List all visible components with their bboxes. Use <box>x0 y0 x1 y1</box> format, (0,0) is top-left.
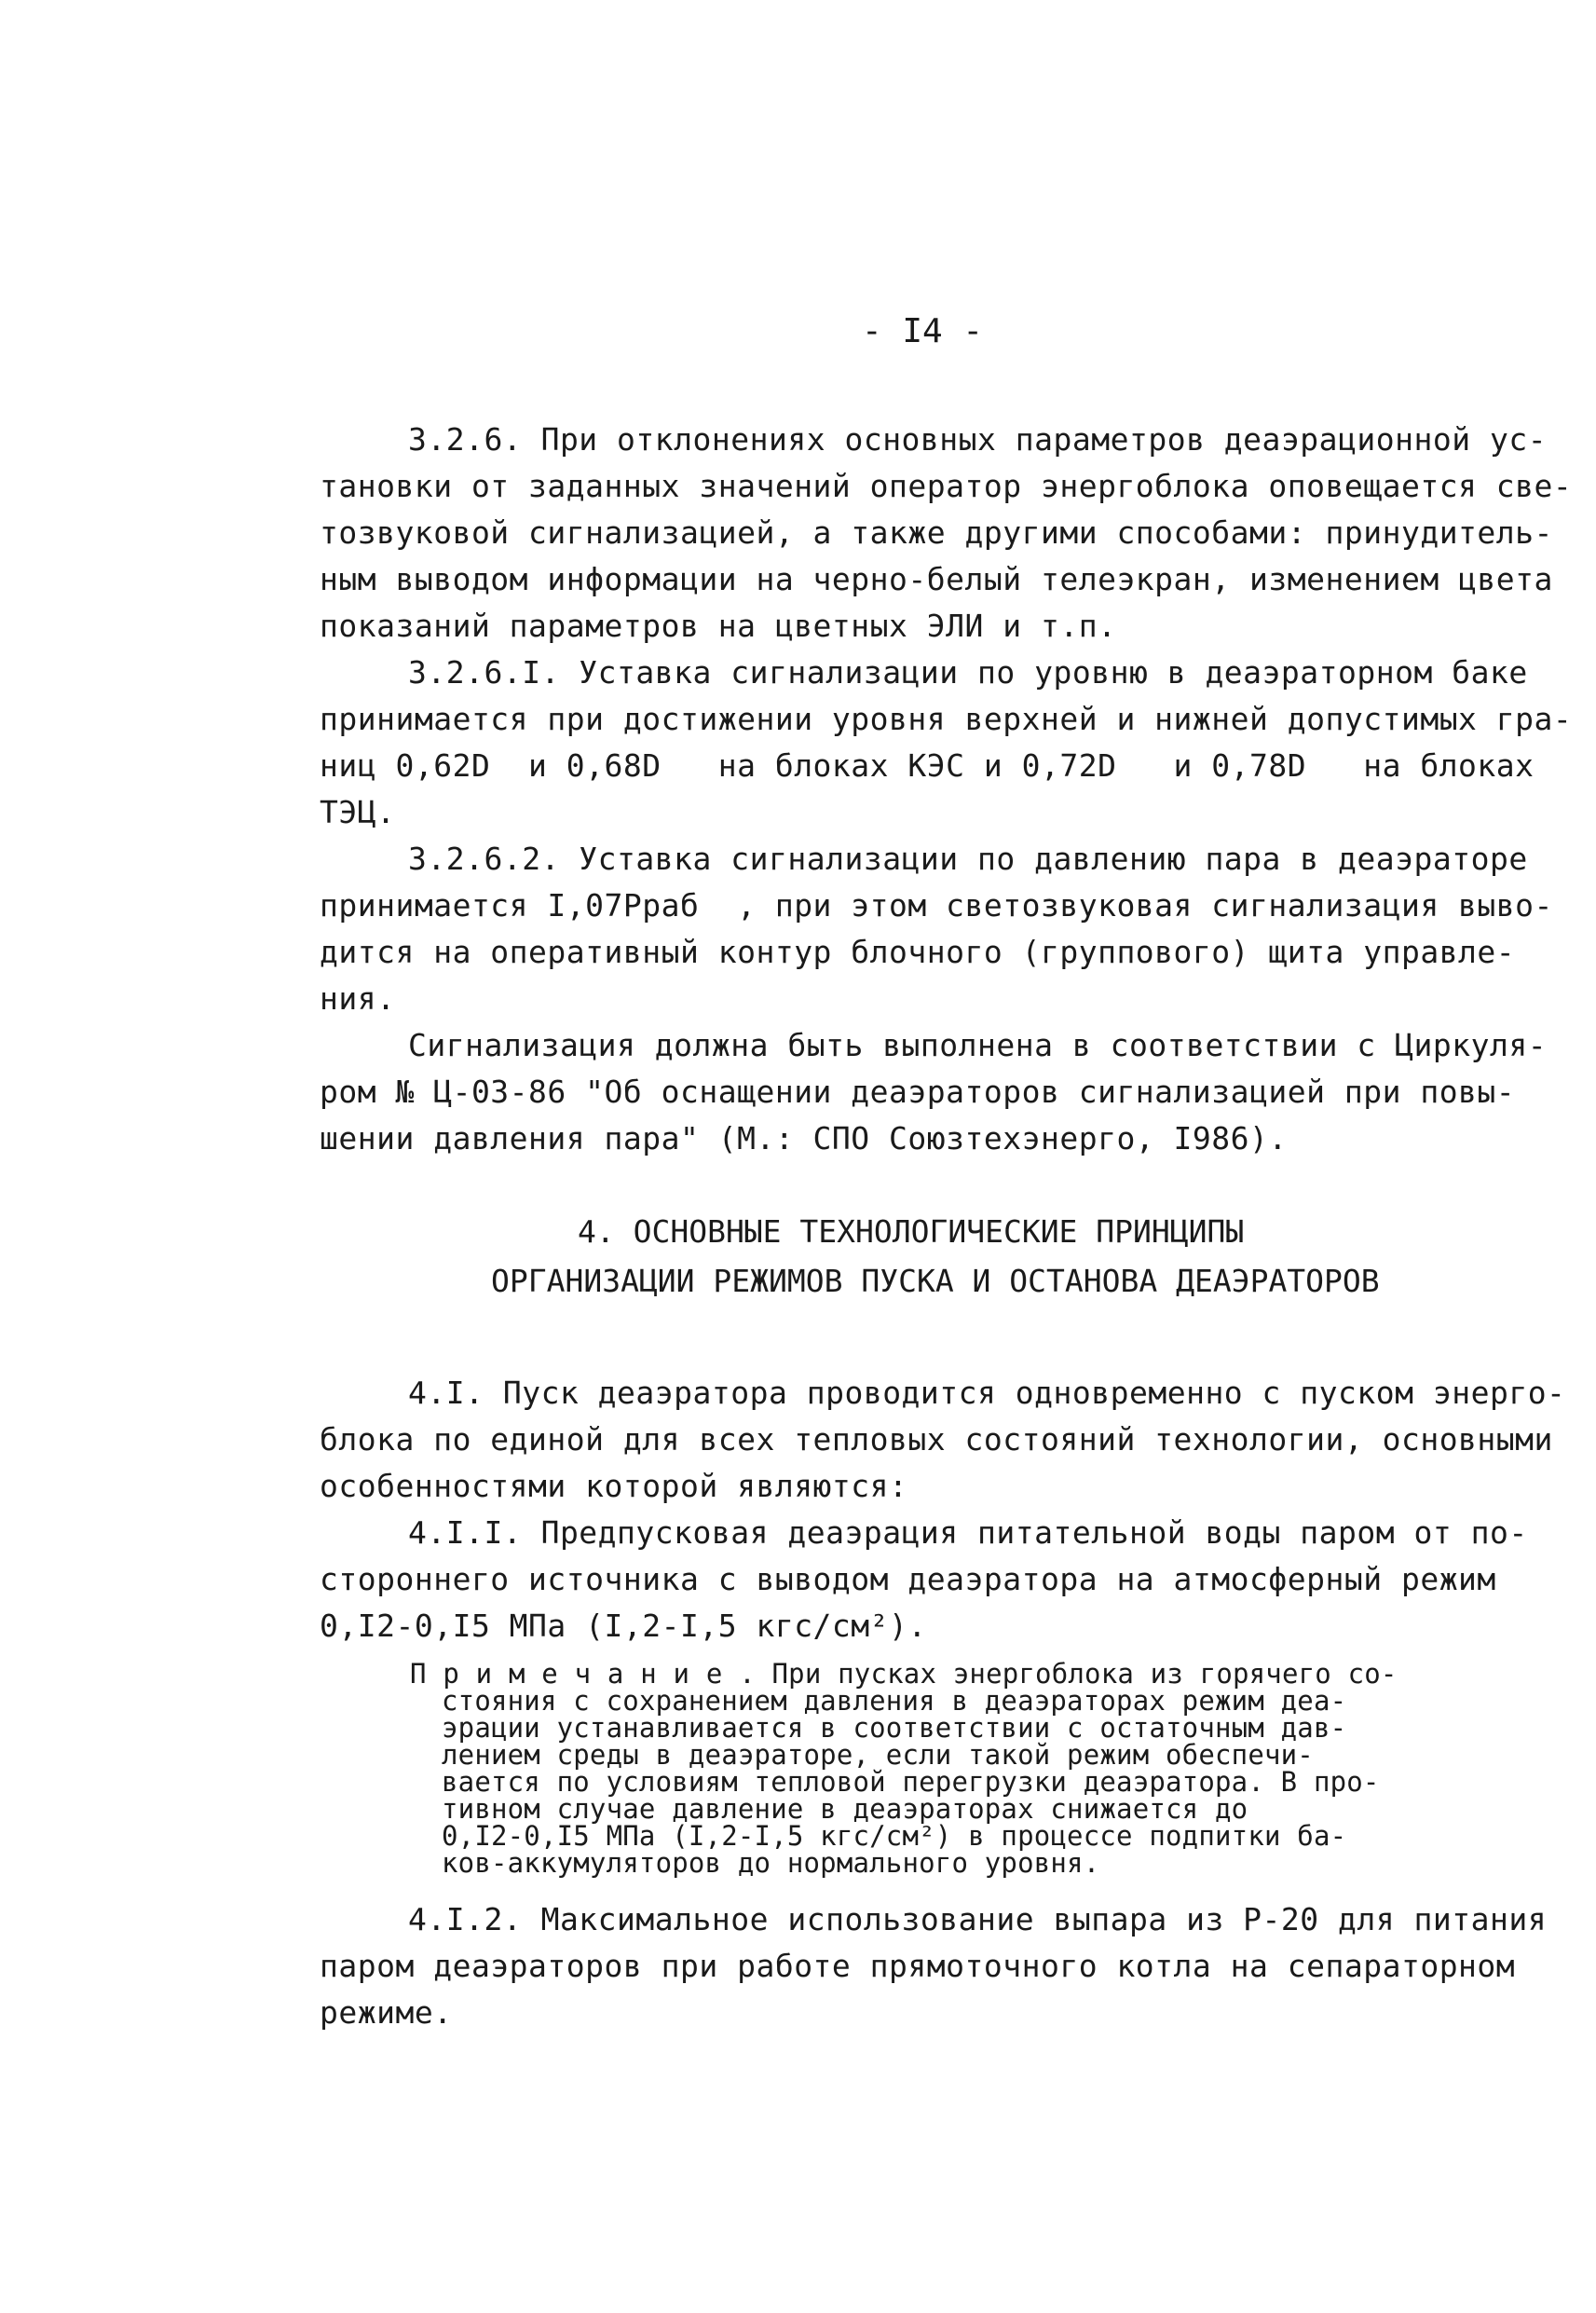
signal-paragraph-line: ром № Ц-03-86 "Об оснащении деаэраторов сигнализацией при повы- <box>320 1074 1516 1110</box>
section-heading: ОРГАНИЗАЦИИ РЕЖИМОВ ПУСКА И ОСТАНОВА ДЕАЭРАТОРОВ <box>491 1263 1380 1299</box>
section-3-2-6-1-line: ТЭЦ. <box>320 794 396 830</box>
signal-paragraph-line: шении давления пара" (М.: СПО Союзтехэнерго, I986). <box>320 1120 1288 1156</box>
section-3-2-6-line: тановки от заданных значений оператор энергоблока оповещается све- <box>320 468 1573 504</box>
section-heading: 4. ОСНОВНЫЕ ТЕХНОЛОГИЧЕСКИЕ ПРИНЦИПЫ <box>578 1213 1245 1250</box>
signal-paragraph-line: Сигнализация должна быть выполнена в соответствии с Циркуля- <box>408 1027 1548 1063</box>
section-3-2-6-2-line: принимается I,07Pраб , при этом светозвуковая сигнализация выво- <box>320 887 1553 924</box>
section-3-2-6-1-line: 3.2.6.I. Уставка сигнализации по уровню в деаэраторном баке <box>408 654 1528 691</box>
note-line: тивном случае давление в деаэраторах снижается до <box>442 1793 1248 1825</box>
note-line: вается по условиям тепловой перегрузки деаэратора. В про- <box>442 1766 1380 1798</box>
note-line: 0,I2-0,I5 МПа (I,2-I,5 кгс/см²) в процессе подпитки ба- <box>442 1820 1347 1852</box>
page-number: - I4 - <box>862 312 984 350</box>
note-line: эрации устанавливается в соответствии с остаточным дав- <box>442 1712 1347 1744</box>
note-line: стояния с сохранением давления в деаэраторах режим деа- <box>442 1685 1347 1717</box>
note-line: ков-аккумуляторов до нормального уровня. <box>442 1847 1100 1879</box>
section-3-2-6-line: тозвуковой сигнализацией, а также другими способами: принудитель- <box>320 514 1553 551</box>
section-3-2-6-line: 3.2.6. При отклонениях основных параметров деаэрационной ус- <box>408 421 1548 458</box>
section-3-2-6-2-line: 3.2.6.2. Уставка сигнализации по давлению пара в деаэраторе <box>408 841 1528 877</box>
section-3-2-6-1-line: ниц 0,62D и 0,68D на блоках КЭС и 0,72D и 0,78D на блоках <box>320 747 1535 784</box>
section-4-1-line: особенностями которой являются: <box>320 1468 908 1504</box>
section-4-1-line: 4.I. Пуск деаэратора проводится одновременно с пуском энерго- <box>408 1375 1566 1411</box>
note-line: П р и м е ч а н и е . При пусках энергоблока из горячего со- <box>410 1658 1398 1690</box>
section-4-1-2-line: 4.I.2. Максимальное использование выпара из Р-20 для питания <box>408 1901 1548 1937</box>
section-3-2-6-line: показаний параметров на цветных ЭЛИ и т.п. <box>320 608 1117 644</box>
section-3-2-6-1-line: принимается при достижении уровня верхней и нижней допустимых гра- <box>320 701 1573 737</box>
section-4-1-1-line: 0,I2-0,I5 МПа (I,2-I,5 кгс/см²). <box>320 1608 927 1644</box>
section-4-1-2-line: паром деаэраторов при работе прямоточного котла на сепараторном <box>320 1948 1516 1984</box>
section-4-1-line: блока по единой для всех тепловых состояний технологии, основными <box>320 1421 1553 1458</box>
note-line: лением среды в деаэраторе, если такой режим обеспечи- <box>442 1739 1314 1771</box>
section-3-2-6-2-line: ния. <box>320 980 396 1017</box>
section-3-2-6-2-line: дится на оперативный контур блочного (группового) щита управле- <box>320 934 1516 970</box>
section-4-1-2-line: режиме. <box>320 1994 453 2031</box>
section-3-2-6-line: ным выводом информации на черно-белый телеэкран, изменением цвета <box>320 561 1553 597</box>
section-4-1-1-line: стороннего источника с выводом деаэратора на атмосферный режим <box>320 1561 1496 1597</box>
section-4-1-1-line: 4.I.I. Предпусковая деаэрация питательной воды паром от по- <box>408 1514 1528 1551</box>
